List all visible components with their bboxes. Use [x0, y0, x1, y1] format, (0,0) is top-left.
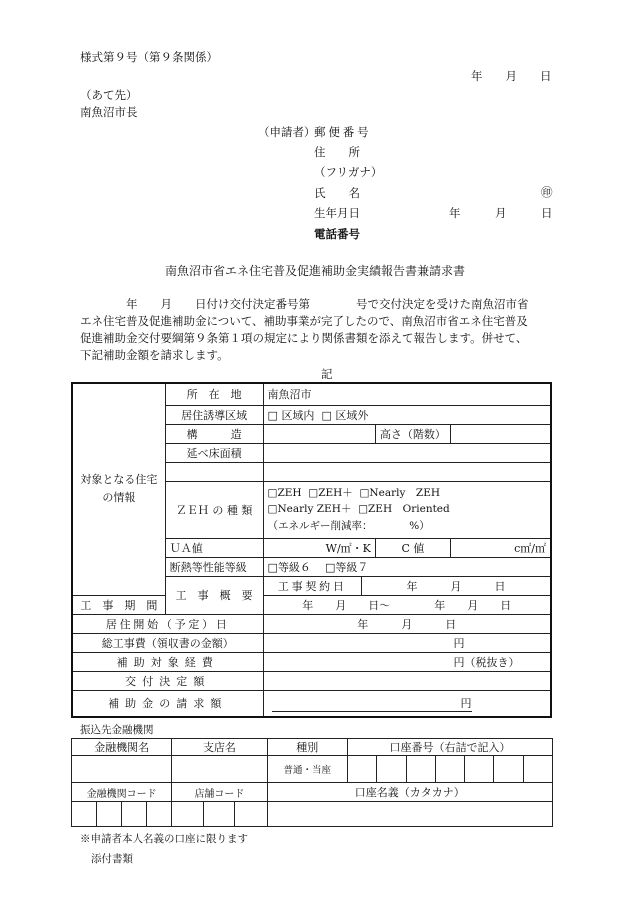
nearly-zeh-plus-checkbox[interactable] [268, 503, 278, 515]
form-number: 様式第９号（第９条関係） [80, 50, 218, 64]
grade-7-checkbox[interactable] [325, 561, 335, 574]
account-digit[interactable] [435, 756, 464, 783]
addressee: 南魚沼市長 [80, 105, 138, 119]
zeh-option-4: Nearly ZEH＋ [277, 503, 352, 516]
energy-reduction-rate: （エネルギー削減率： %） [267, 519, 430, 532]
branch-code-digit[interactable] [172, 802, 203, 827]
account-digit[interactable] [348, 756, 377, 783]
account-digit[interactable] [377, 756, 406, 783]
zone-inside-checkbox[interactable] [268, 409, 278, 422]
total-cost-label: 総工事費（領収書の金額） [72, 633, 263, 652]
account-digit[interactable] [494, 756, 523, 783]
construction-header: 工 事 概 要 [165, 576, 263, 614]
residence-zone-label: 居住誘導区域 [165, 405, 263, 424]
zeh-option-3: Nearly ZEH [369, 487, 441, 500]
bank-code-label: 金融機関コード [72, 783, 172, 802]
floor-area-label: 延べ床面積 [165, 443, 263, 462]
move-in-label: 居住開始（予定）日 [72, 614, 263, 633]
ua-value[interactable] [263, 538, 375, 557]
phone-label: 電話番号 [314, 227, 360, 241]
request-amount-value[interactable] [263, 690, 551, 717]
account-number-label: 口座番号（右詰で記入） [348, 739, 553, 756]
zeh-option-1: ZEH [277, 487, 302, 500]
ki-mark: 記 [321, 367, 333, 381]
zone-outside-label: 区域外 [335, 408, 369, 422]
height-label: 高さ（階数） [375, 424, 450, 443]
eligible-cost-unit: 円（税抜き） [453, 655, 520, 669]
insulation-options [263, 557, 551, 576]
c-unit: c㎡/㎡ [514, 541, 546, 555]
account-holder-label: 口座名義（カタカナ） [267, 783, 553, 802]
housing-info-header: 対象となる住宅の情報 [72, 383, 165, 595]
addressee-label: （あて先） [80, 88, 138, 102]
floor-area-value[interactable] [263, 443, 551, 462]
account-type-label: 種別 [267, 739, 348, 756]
account-digit[interactable] [523, 756, 552, 783]
location-label: 所 在 地 [165, 383, 263, 405]
zone-outside-checkbox[interactable] [321, 409, 331, 422]
total-cost-value[interactable] [263, 633, 551, 652]
location-value[interactable]: 南魚沼市 [263, 383, 551, 405]
grade-7-label: 等級７ [335, 560, 369, 574]
address-label: 住 所 [314, 145, 360, 159]
housing-info-table [71, 382, 552, 718]
contract-date-label: 工事契約日 [263, 576, 361, 595]
height-value[interactable] [450, 424, 551, 443]
branch-code-digit[interactable] [203, 802, 234, 827]
body-line-1: 年 月 日付け交付決定番号第 号で交付決定を受けた南魚沼市省 [80, 297, 529, 311]
account-type-value[interactable]: 普通・当座 [267, 756, 348, 783]
blank-value[interactable] [263, 462, 551, 481]
grade-6-label: 等級６ [277, 560, 311, 574]
zeh-option-5: ZEH Oriented [368, 503, 450, 516]
eligible-cost-value[interactable] [263, 652, 551, 671]
bank-code-digit[interactable] [122, 802, 147, 827]
bank-code-digit[interactable] [97, 802, 122, 827]
birthdate-label: 生年月日 [314, 206, 360, 220]
blank-label [165, 462, 263, 481]
construction-period-label: 工 事 期 間 [72, 595, 165, 614]
ua-label: ＵＡ値 [165, 538, 263, 557]
insulation-label: 断熱等性能等級 [165, 557, 263, 576]
c-value-label: C 値 [375, 538, 450, 557]
eligible-cost-label: 補助対象経費 [72, 652, 263, 671]
branch-code-label: 店舗コード [172, 783, 267, 802]
postal-code-label: 郵便番号 [314, 125, 372, 139]
account-digit[interactable] [465, 756, 494, 783]
contract-date-value[interactable]: 年 月 日 [361, 576, 551, 595]
move-in-value[interactable]: 年 月 日 [263, 614, 551, 633]
total-cost-unit: 円 [453, 636, 465, 650]
applicant-role-label: （申請者） [258, 125, 316, 139]
request-amount-line [272, 695, 472, 712]
residence-zone-options [263, 405, 551, 424]
structure-label: 構 造 [165, 424, 263, 443]
zone-inside-label: 区域内 [281, 408, 315, 422]
branch-name-value[interactable] [172, 756, 267, 783]
bank-section-label: 振込先金融機関 [80, 724, 154, 736]
decided-amount-label: 交付決定額 [72, 671, 263, 690]
document-date: 年 月 日 [471, 69, 552, 83]
zeh-oriented-checkbox[interactable] [358, 503, 368, 515]
ua-unit: W/㎡・K [325, 541, 371, 555]
account-digit[interactable] [406, 756, 435, 783]
request-amount-label: 補助金の請求額 [72, 690, 263, 717]
request-amount-unit: 円 [460, 696, 472, 710]
bank-name-value[interactable] [72, 756, 172, 783]
zeh-checkbox[interactable] [268, 487, 278, 499]
decided-amount-value[interactable] [263, 671, 551, 690]
nearly-zeh-checkbox[interactable] [360, 487, 370, 499]
bank-name-label: 金融機関名 [72, 739, 172, 756]
bank-table [71, 738, 553, 827]
structure-value[interactable] [263, 424, 375, 443]
furigana-label: （フリガナ） [314, 165, 383, 179]
branch-name-label: 支店名 [172, 739, 267, 756]
zeh-option-2: ZEH＋ [318, 487, 353, 500]
c-value[interactable] [450, 538, 551, 557]
zeh-plus-checkbox[interactable] [308, 487, 318, 499]
branch-code-digit[interactable] [235, 802, 267, 827]
attachments-label: 添付書類 [91, 853, 133, 865]
body-line-3: 促進補助金交付要綱第９条第１項の規定により関係書類を添えて報告します。併せて、 [80, 331, 528, 345]
bank-code-digit[interactable] [72, 802, 97, 827]
zeh-type-options [263, 481, 551, 538]
document-title: 南魚沼市省エネ住宅普及促進補助金実績報告書兼請求書 [165, 264, 466, 278]
construction-period-value[interactable]: 年 月 日～ 年 月 日 [263, 595, 551, 614]
birthdate-value: 年 月 日 [449, 206, 553, 220]
name-label: 氏 名 [314, 186, 360, 200]
account-holder-value[interactable] [267, 802, 553, 827]
account-note: ※申請者本人名義の口座に限ります [80, 833, 248, 845]
seal-mark: ㊞ [541, 185, 553, 199]
bank-code-digit[interactable] [147, 802, 172, 827]
grade-6-checkbox[interactable] [268, 561, 278, 574]
zeh-type-label: ＺＥＨ の 種 類 [165, 481, 263, 538]
body-line-4: 下記補助金額を請求します。 [80, 348, 229, 362]
body-line-2: エネ住宅普及促進補助金について、補助事業が完了したので、南魚沼市省エネ住宅普及 [80, 314, 528, 328]
